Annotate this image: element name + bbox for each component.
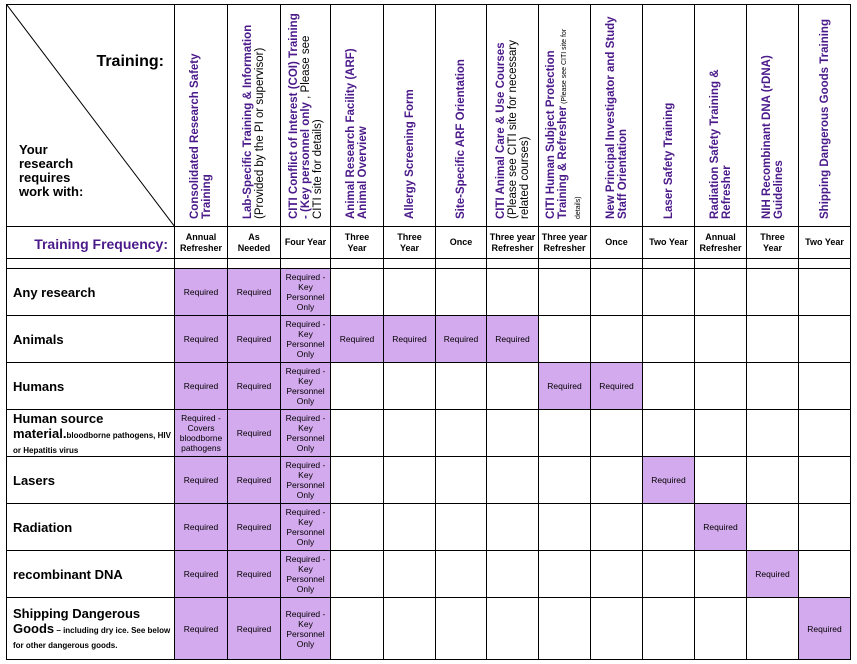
requirement-cell: Required [174,268,228,316]
requirement-cell: Required - Key Personnel Only [280,362,331,410]
column-title: Allergy Screening Form [403,88,416,219]
column-header-11 [694,4,747,227]
requirement-cell [798,456,851,504]
requirement-cell [383,503,436,551]
column-title: New Principal Investigator and Study Staff Orientation [604,15,629,219]
row-label-text: recombinant DNA [13,566,123,582]
requirement-cell: Required [798,597,851,660]
row-label-line [13,411,174,456]
column-header-12 [746,4,799,227]
requirement-cell [642,362,695,410]
column-header-3 [280,4,331,227]
requirement-cell [746,315,799,363]
column-header-8 [538,4,591,227]
requirement-cell [486,597,539,660]
requirement-cell: Required [174,315,228,363]
row-label-text: Human source material. [13,410,104,441]
requirement-cell [590,597,643,660]
requirement-cell [486,409,539,457]
column-header-text [404,13,416,219]
column-header-9 [590,4,643,227]
frequency-cell: As Needed [227,226,281,259]
row-label-2 [6,315,175,363]
requirement-cell [798,550,851,598]
requirement-cell [590,503,643,551]
requirement-cell: Required [227,550,281,598]
frequency-cell: Three Year [330,226,384,259]
frequency-cell: Three Year [383,226,436,259]
requirement-cell [746,597,799,660]
requirement-cell: Required [227,503,281,551]
requirement-cell: Required - Key Personnel Only [280,456,331,504]
requirement-cell [486,362,539,410]
requirement-cell [798,315,851,363]
column-header-10 [642,4,695,227]
column-header-5 [383,4,436,227]
row-label-note: bloodborne pathogens, HIV or Hepatitis virus [13,430,171,455]
frequency-cell: Three year Refresher [538,226,591,259]
requirement-cell [330,268,384,316]
requirement-cell [798,409,851,457]
requirement-cell [798,268,851,316]
requirement-cell: Required [227,409,281,457]
requirement-cell [642,503,695,551]
requirement-cell: Required [538,362,591,410]
requirement-cell [330,362,384,410]
requirement-cell [642,315,695,363]
frequency-cell: Two Year [642,226,695,259]
requirement-cell [798,362,851,410]
requirement-cell: Required - Key Personnel Only [280,550,331,598]
requirement-cell [330,597,384,660]
requirement-cell [694,315,747,363]
requirement-cell [694,597,747,660]
requirement-cell: Required - Key Personnel Only [280,409,331,457]
frequency-cell: Three year Refresher [486,226,539,259]
requirement-cell: Required [486,315,539,363]
requirement-cell: Required [174,503,228,551]
column-header-text [545,13,585,219]
frequency-label: Training Frequency: [34,236,168,252]
requirement-cell [538,268,591,316]
column-header-7 [486,4,539,227]
column-note: (Please see CITI site for details) [560,28,582,219]
requirement-cell: Required [227,456,281,504]
requirement-cell [694,268,747,316]
requirement-cell: Required [227,315,281,363]
corner-cell [6,4,175,227]
requirement-cell: Required [746,550,799,598]
column-header-text [455,13,467,219]
row-label-3 [6,362,175,410]
requirement-cell [538,597,591,660]
requirement-cell: Required - Covers bloodborne pathogens [174,409,228,457]
corner-training-label: Training: [96,53,164,70]
frequency-cell: Two Year [798,226,851,259]
requirement-cell [642,550,695,598]
column-title: NIH Recombinant DNA (rDNA) Guidelines [760,54,785,219]
requirement-cell [383,362,436,410]
row-label-4 [6,409,175,457]
requirement-cell [642,597,695,660]
requirement-cell [435,268,487,316]
row-label-8 [6,597,175,660]
requirement-cell [746,503,799,551]
requirement-cell [694,456,747,504]
column-header-1 [174,4,228,227]
requirement-cell: Required - Key Personnel Only [280,268,331,316]
frequency-cell: Annual Refresher [694,226,747,259]
requirement-cell: Required [174,362,228,410]
requirement-cell [486,456,539,504]
column-header-text [709,13,733,219]
requirement-cell [694,550,747,598]
row-label-1 [6,268,175,316]
requirement-cell [590,550,643,598]
requirement-cell: Required [174,550,228,598]
column-header-text [345,13,369,219]
requirement-cell [330,503,384,551]
requirement-cell [642,268,695,316]
requirement-cell [590,409,643,457]
requirement-cell [694,362,747,410]
requirement-cell [538,456,591,504]
column-header-text [495,13,531,219]
requirement-cell [435,503,487,551]
row-label-note: – including dry ice. See below for other dangerous goods. [13,626,171,650]
row-label-text: Any research [13,284,96,300]
requirement-cell [435,597,487,660]
frequency-cell: Once [590,226,643,259]
requirement-cell [746,362,799,410]
row-label-text: Animals [13,331,64,347]
requirement-cell [590,315,643,363]
row-label-text: Humans [13,378,65,394]
requirement-cell [798,503,851,551]
requirement-cell: Required [227,597,281,660]
requirement-cell: Required [590,362,643,410]
requirement-cell [486,503,539,551]
frequency-cell: Annual Refresher [174,226,228,259]
requirement-cell: Required [174,597,228,660]
column-title: Laser Safety Training [662,102,675,219]
requirement-cell: Required [435,315,487,363]
row-label-5 [6,456,175,504]
column-title: Consolidated Research Safety Training [189,52,213,219]
column-header-text [605,13,629,219]
column-header-text [242,13,266,219]
requirement-cell: Required [383,315,436,363]
requirement-cell [330,456,384,504]
row-label-text: Shipping Dangerous Goods [13,606,141,636]
column-title: CITI Human Subject Protection Training & Refresher [544,49,569,219]
requirement-cell: Required [330,315,384,363]
requirement-cell: Required [642,456,695,504]
column-header-6 [435,4,487,227]
column-header-text [761,13,785,219]
requirement-cell [330,409,384,457]
requirement-cell [330,550,384,598]
requirement-cell [486,550,539,598]
requirement-cell [435,409,487,457]
frequency-cell: Three Year [746,226,799,259]
column-header-13 [798,4,851,227]
requirement-cell [590,268,643,316]
column-header-text [288,13,324,219]
requirement-cell [590,456,643,504]
row-label-7 [6,550,175,598]
corner-requires-label: Your research requires work with: [19,142,84,199]
column-header-2 [227,4,281,227]
requirement-cell: Required [174,456,228,504]
row-label-6 [6,503,175,551]
requirement-cell [746,268,799,316]
requirement-cell: Required [227,268,281,316]
requirement-cell [538,409,591,457]
row-label-text: Lasers [13,472,55,488]
frequency-cell: Four Year [280,226,331,259]
column-title: CITI Animal Care & Use Courses [494,41,507,219]
requirement-cell [383,597,436,660]
frequency-label-cell [6,226,175,259]
column-title: Shipping Dangerous Goods Training [818,18,831,219]
requirement-cell [383,409,436,457]
requirement-cell [435,362,487,410]
requirement-cell: Required - Key Personnel Only [280,503,331,551]
requirement-cell [694,409,747,457]
requirement-cell [746,409,799,457]
requirement-cell [538,503,591,551]
column-title: Animal Research Facility (ARF) Animal Overview [345,47,369,219]
column-header-text [819,13,831,219]
row-label-text: Radiation [13,519,73,535]
requirement-cell: Required [227,362,281,410]
column-subtitle: (Please see CITI site for necessary related courses) [506,39,531,219]
requirement-cell [383,550,436,598]
requirement-cell [435,456,487,504]
requirement-cell: Required [694,503,747,551]
requirement-cell [383,456,436,504]
requirement-cell: Required - Key Personnel Only [280,597,331,660]
requirement-cell [538,550,591,598]
frequency-cell: Once [435,226,487,259]
row-label-line [13,606,174,651]
requirement-cell [642,409,695,457]
column-title: CITI Conflict of Interest (COI) Training - (Key personnel only [287,12,312,219]
column-header-4 [330,4,384,227]
requirement-cell [383,268,436,316]
requirement-cell [435,550,487,598]
requirement-cell [486,268,539,316]
column-subtitle: , Please see CITI site for details) [299,35,324,219]
column-title: Radiation Safety Training & Refresher [708,68,733,219]
requirement-cell [538,315,591,363]
column-header-text [189,13,213,219]
column-subtitle: (Provided by the PI or supervisor) [254,47,266,219]
column-title: Site-Specific ARF Orientation [455,58,467,219]
column-title: Lab-Specific Training & Information [242,24,254,219]
requirement-cell: Required - Key Personnel Only [280,315,331,363]
column-header-text [663,13,675,219]
requirement-cell [746,456,799,504]
